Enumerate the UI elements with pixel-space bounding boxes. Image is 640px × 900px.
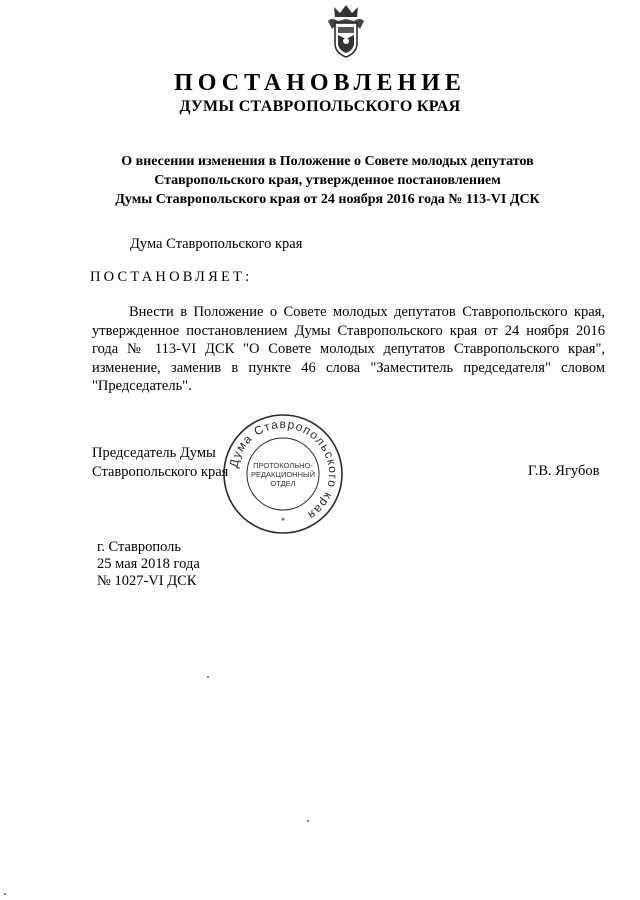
svg-text:*: * xyxy=(280,516,286,526)
place-date: 25 мая 2018 года xyxy=(97,556,200,572)
stamp-center-line: ПРОТОКОЛЬНО- xyxy=(253,461,313,470)
subject-line: Ставропольского края, утвержденное постановлением xyxy=(154,173,501,188)
document-number: № 1027-VI ДСК xyxy=(97,573,197,589)
signature-role-line: Председатель Думы xyxy=(92,445,216,461)
place-city: г. Ставрополь xyxy=(97,539,182,555)
scan-speck xyxy=(307,820,309,822)
place-date-number xyxy=(97,539,200,590)
stamp-ring-text: Дума Ставропольского края xyxy=(226,416,341,523)
signature-name: Г.В. Ягубов xyxy=(528,463,600,479)
subject-line: О внесении изменения в Положение о Совете молодых депутатов xyxy=(121,154,534,169)
signature-role-line: Ставропольского края xyxy=(92,464,229,480)
stamp-center-line: РЕДАКЦИОННЫЙ xyxy=(250,470,316,479)
scan-speck xyxy=(4,893,6,895)
decree-heading: ПОСТАНОВЛЯЕТ: xyxy=(90,269,253,285)
document-subtitle: ДУМЫ СТАВРОПОЛЬСКОГО КРАЯ xyxy=(179,98,461,115)
document-title: ПОСТАНОВЛЕНИЕ xyxy=(174,70,466,96)
document-subject xyxy=(60,152,595,209)
round-stamp xyxy=(221,412,345,536)
body-paragraph: Внести в Положение о Совете молодых депутатов Ставропольского края, утвержденное постановлением Думы Ставропольского края от 24 ноября 2016 года № 113-VI ДСК "О Совете молодых депутатов Ставропольского края", изменение, заменив в пункте 46 слова "Заместитель председателя" словом "Председатель". xyxy=(92,304,605,395)
signature-role xyxy=(92,444,228,482)
coat-of-arms-icon xyxy=(326,3,366,59)
subject-line: Думы Ставропольского края от 24 ноября 2016 года № 113-VI ДСК xyxy=(115,192,540,207)
stamp-center-line: ОТДЕЛ xyxy=(270,479,296,488)
intro-text: Дума Ставропольского края xyxy=(130,236,303,252)
scan-speck xyxy=(207,676,209,678)
